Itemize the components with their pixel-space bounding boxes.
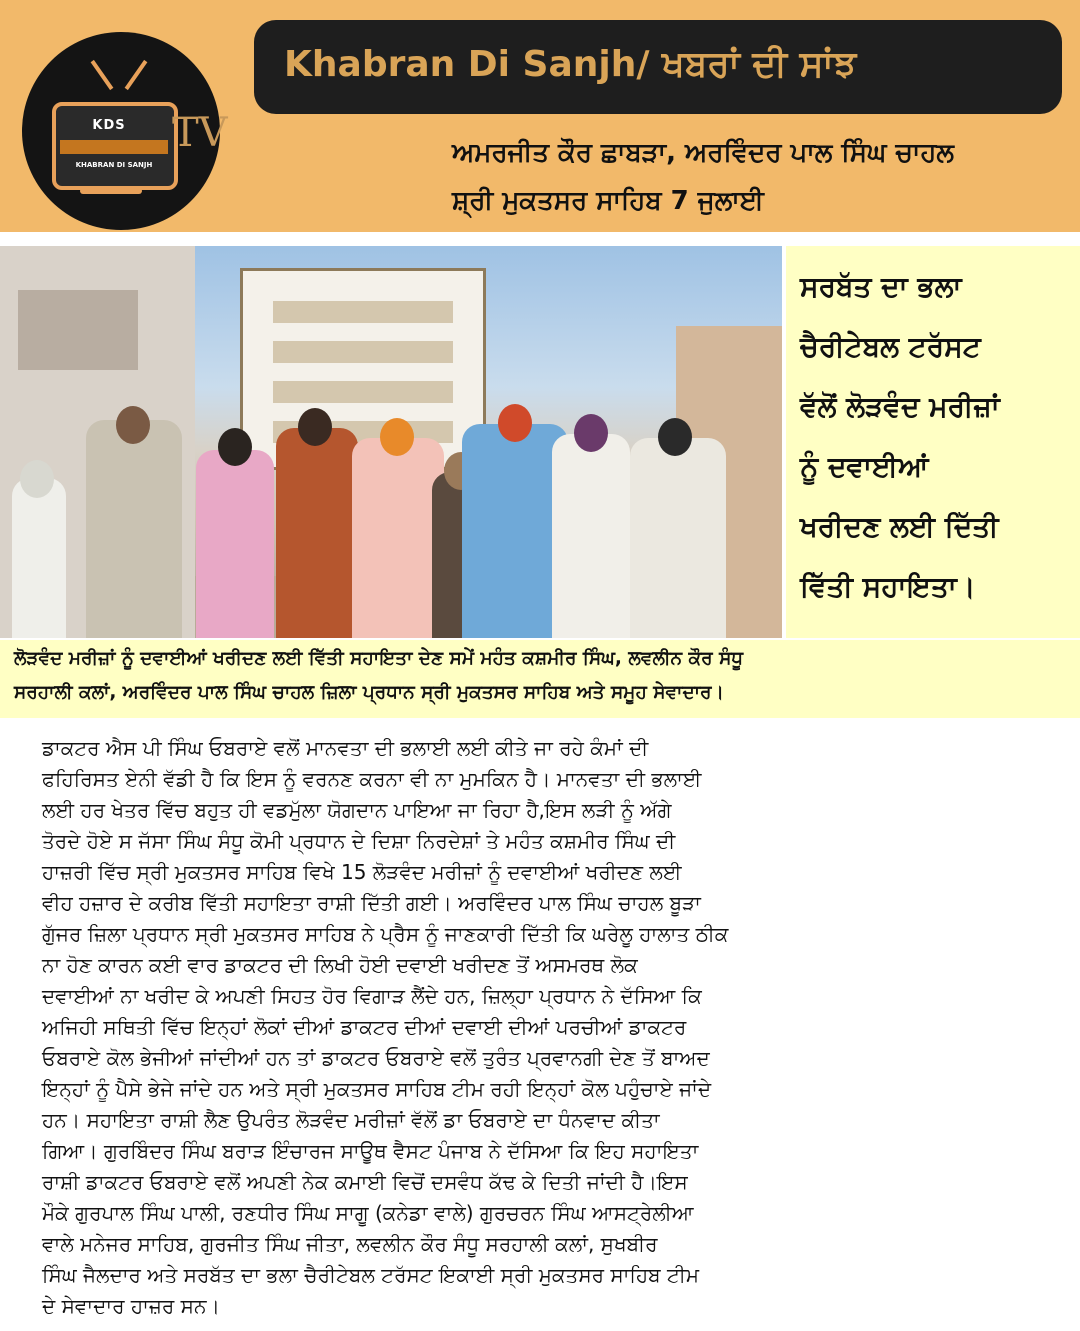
body-line: ਡਾਕਟਰ ਐਸ ਪੀ ਸਿੰਘ ਓਬਰਾਏ ਵਲੋਂ ਮਾਨਵਤਾ ਦੀ ਭਲਾਈ ਲਈ ਕੀਤੇ ਜਾ ਰਹੇ ਕੰਮਾਂ ਦੀ	[42, 736, 649, 760]
title-box	[254, 20, 1062, 114]
photo-person	[196, 450, 274, 638]
body-line: ਗੁੱਜਰ ਜ਼ਿਲਾ ਪ੍ਰਧਾਨ ਸ੍ਰੀ ਮੁਕਤਸਰ ਸਾਹਿਬ ਨੇ ਪ੍ਰੈਸ ਨੂੰ ਜਾਣਕਾਰੀ ਦਿੱਤੀ ਕਿ ਘਰੇਲੂ ਹਾਲਾਤ ਠੀਕ	[42, 922, 729, 946]
tv-icon	[52, 102, 178, 190]
tv-stand	[80, 188, 142, 194]
body-line: ਵੀਹ ਹਜ਼ਾਰ ਦੇ ਕਰੀਬ ਵਿੱਤੀ ਸਹਾਇਤਾ ਰਾਸ਼ੀ ਦਿੱਤੀ ਗਈ। ਅਰਵਿੰਦਰ ਪਾਲ ਸਿੰਘ ਚਾਹਲ ਬੂੜਾ	[42, 891, 701, 915]
kds-tv-logo	[22, 32, 228, 230]
body-line: ਰਾਸ਼ੀ ਡਾਕਟਰ ਓਬਰਾਏ ਵਲੋਂ ਅਪਣੀ ਨੇਕ ਕਮਾਈ ਵਿਚੋਂ ਦਸਵੰਧ ਕੱਢ ਕੇ ਦਿਤੀ ਜਾਂਦੀ ਹੈ।ਇਸ	[42, 1170, 688, 1194]
logo-bar	[60, 140, 168, 154]
antenna-icon	[125, 60, 148, 90]
dateline: ਸ਼੍ਰੀ ਮੁਕਤਸਰ ਸਾਹਿਬ 7 ਜੁਲਾਈ	[452, 186, 764, 216]
body-line: ਅਜਿਹੀ ਸਥਿਤੀ ਵਿੱਚ ਇਨ੍ਹਾਂ ਲੋਕਾਂ ਦੀਆਂ ਡਾਕਟਰ ਦੀਆਂ ਦਵਾਈ ਦੀਆਂ ਪਰਚੀਆਂ ਡਾਕਟਰ	[42, 1015, 687, 1039]
headline-line: ਖਰੀਦਣ ਲਈ ਦਿੱਤੀ	[800, 510, 999, 543]
logo-sub-text: KHABRAN DI SANJH	[75, 161, 153, 169]
byline: ਅਮਰਜੀਤ ਕੌਰ ਛਾਬੜਾ, ਅਰਵਿੰਦਰ ਪਾਲ ਸਿੰਘ ਚਾਹਲ	[452, 138, 954, 168]
body-line: ਦੇ ਸੇਵਾਦਾਰ ਹਾਜ਼ਰ ਸਨ।	[42, 1294, 220, 1318]
body-line: ਲਈ ਹਰ ਖੇਤਰ ਵਿੱਚ ਬਹੁਤ ਹੀ ਵਡਮੁੱਲਾ ਯੋਗਦਾਨ ਪਾਇਆ ਜਾ ਰਿਹਾ ਹੈ,ਇਸ ਲੜੀ ਨੂੰ ਅੱਗੇ	[42, 798, 672, 822]
body-line: ਹਾਜ਼ਰੀ ਵਿੱਚ ਸ੍ਰੀ ਮੁਕਤਸਰ ਸਾਹਿਬ ਵਿਖੇ 15 ਲੋੜਵੰਦ ਮਰੀਜ਼ਾਂ ਨੂੰ ਦਵਾਈਆਂ ਖਰੀਦਣ ਲਈ	[42, 860, 682, 884]
headline-box	[786, 246, 1080, 638]
body-line: ਸਿੰਘ ਜੈਲਦਾਰ ਅਤੇ ਸਰਬੱਤ ਦਾ ਭਲਾ ਚੈਰੀਟੇਬਲ ਟਰੱਸਟ ਇਕਾਈ ਸ੍ਰੀ ਮੁਕਤਸਰ ਸਾਹਿਬ ਟੀਮ	[42, 1263, 700, 1287]
photo-caption	[0, 640, 1080, 718]
headline-line: ਚੈਰੀਟੇਬਲ ਟਰੱਸਟ	[800, 330, 981, 363]
headline-line: ਨੂੰ ਦਵਾਈਆਂ	[800, 450, 929, 483]
headline-line: ਸਰਬੱਤ ਦਾ ਭਲਾ	[800, 270, 962, 303]
headline-line: ਵਿੱਤੀ ਸਹਾਇਤਾ।	[800, 570, 976, 603]
headline-line: ਵੱਲੋਂ ਲੋੜਵੰਦ ਮਰੀਜ਼ਾਂ	[800, 390, 1000, 423]
antenna-icon	[91, 60, 114, 90]
body-line: ਤੋਰਦੇ ਹੋਏ ਸ ਜੱਸਾ ਸਿੰਘ ਸੰਧੂ ਕੋਮੀ ਪ੍ਰਧਾਨ ਦੇ ਦਿਸ਼ਾ ਨਿਰਦੇਸ਼ਾਂ ਤੇ ਮਹੰਤ ਕਸ਼ਮੀਰ ਸਿੰਘ ਦੀ	[42, 829, 676, 853]
body-line: ਫਹਿਰਿਸਤ ਏਨੀ ਵੱਡੀ ਹੈ ਕਿ ਇਸ ਨੂੰ ਵਰਨਣ ਕਰਨਾ ਵੀ ਨਾ ਮੁਮਕਿਨ ਹੈ। ਮਾਨਵਤਾ ਦੀ ਭਲਾਈ	[42, 767, 702, 791]
news-photo	[0, 246, 782, 638]
body-line: ਇਨ੍ਹਾਂ ਨੂੰ ਪੈਸੇ ਭੇਜੇ ਜਾਂਦੇ ਹਨ ਅਤੇ ਸ੍ਰੀ ਮੁਕਤਸਰ ਸਾਹਿਬ ਟੀਮ ਰਹੀ ਇਨ੍ਹਾਂ ਕੋਲ ਪਹੁੰਚਾਏ ਜਾਂਦੇ	[42, 1077, 712, 1101]
logo-kds-text: KDS	[92, 118, 126, 133]
logo-tv-text: TV	[172, 110, 228, 156]
body-line: ਗਿਆ। ਗੁਰਬਿੰਦਰ ਸਿੰਘ ਬਰਾੜ ਇੰਚਾਰਜ ਸਾਊਥ ਵੈਸਟ ਪੰਜਾਬ ਨੇ ਦੱਸਿਆ ਕਿ ਇਹ ਸਹਾਇਤਾ	[42, 1139, 699, 1163]
body-line: ਹਨ। ਸਹਾਇਤਾ ਰਾਸ਼ੀ ਲੈਣ ਉਪਰੰਤ ਲੋੜਵੰਦ ਮਰੀਜ਼ਾਂ ਵੱਲੋਂ ਡਾ ਓਬਰਾਏ ਦਾ ਧੰਨਵਾਦ ਕੀਤਾ	[42, 1108, 660, 1132]
body-line: ਦਵਾਈਆਂ ਨਾ ਖਰੀਦ ਕੇ ਅਪਣੀ ਸਿਹਤ ਹੋਰ ਵਿਗਾੜ ਲੈਂਦੇ ਹਨ, ਜ਼ਿਲ੍ਹਾ ਪ੍ਰਧਾਨ ਨੇ ਦੱਸਿਆ ਕਿ	[42, 984, 702, 1008]
photo-person	[552, 434, 630, 638]
photo-person	[276, 428, 358, 638]
body-line: ਮੌਕੇ ਗੁਰਪਾਲ ਸਿੰਘ ਪਾਲੀ, ਰਣਧੀਰ ਸਿੰਘ ਸਾਗੂ (ਕਨੇਡਾ ਵਾਲੇ) ਗੁਰਚਰਨ ਸਿੰਘ ਆਸਟ੍ਰੇਲੀਆ	[42, 1201, 694, 1225]
site-title: Khabran Di Sanjh/ ਖਬਰਾਂ ਦੀ ਸਾਂਝ	[284, 44, 857, 85]
photo-person	[86, 420, 182, 638]
photo-person	[12, 478, 66, 638]
photo-person	[352, 438, 444, 638]
body-line: ਨਾ ਹੋਣ ਕਾਰਨ ਕਈ ਵਾਰ ਡਾਕਟਰ ਦੀ ਲਿਖੀ ਹੋਈ ਦਵਾਈ ਖਰੀਦਣ ਤੋਂ ਅਸਮਰਥ ਲੋਕ	[42, 953, 638, 977]
header-band	[0, 0, 1080, 232]
body-line: ਓਬਰਾਏ ਕੋਲ ਭੇਜੀਆਂ ਜਾਂਦੀਆਂ ਹਨ ਤਾਂ ਡਾਕਟਰ ਓਬਰਾਏ ਵਲੋਂ ਤੁਰੰਤ ਪ੍ਰਵਾਨਗੀ ਦੇਣ ਤੋਂ ਬਾਅਦ	[42, 1046, 710, 1070]
body-line: ਵਾਲੇ ਮਨੇਜਰ ਸਾਹਿਬ, ਗੁਰਜੀਤ ਸਿੰਘ ਜੀਤਾ, ਲਵਲੀਨ ਕੌਰ ਸੰਧੂ ਸਰਹਾਲੀ ਕਲਾਂ, ਸੁਖਬੀਰ	[42, 1232, 658, 1256]
caption-line: ਸਰਹਾਲੀ ਕਲਾਂ, ਅਰਵਿੰਦਰ ਪਾਲ ਸਿੰਘ ਚਾਹਲ ਜ਼ਿਲਾ ਪ੍ਰਧਾਨ ਸ੍ਰੀ ਮੁਕਤਸਰ ਸਾਹਿਬ ਅਤੇ ਸਮੂਹ ਸੇਵਾਦਾਰ।	[14, 682, 724, 703]
photo-person	[630, 438, 726, 638]
caption-line: ਲੋੜਵੰਦ ਮਰੀਜ਼ਾਂ ਨੂੰ ਦਵਾਈਆਂ ਖਰੀਦਣ ਲਈ ਵਿੱਤੀ ਸਹਾਇਤਾ ਦੇਣ ਸਮੇਂ ਮਹੰਤ ਕਸ਼ਮੀਰ ਸਿੰਘ, ਲਵਲੀਨ ਕੌਰ ਸੰਧੂ	[14, 648, 744, 669]
